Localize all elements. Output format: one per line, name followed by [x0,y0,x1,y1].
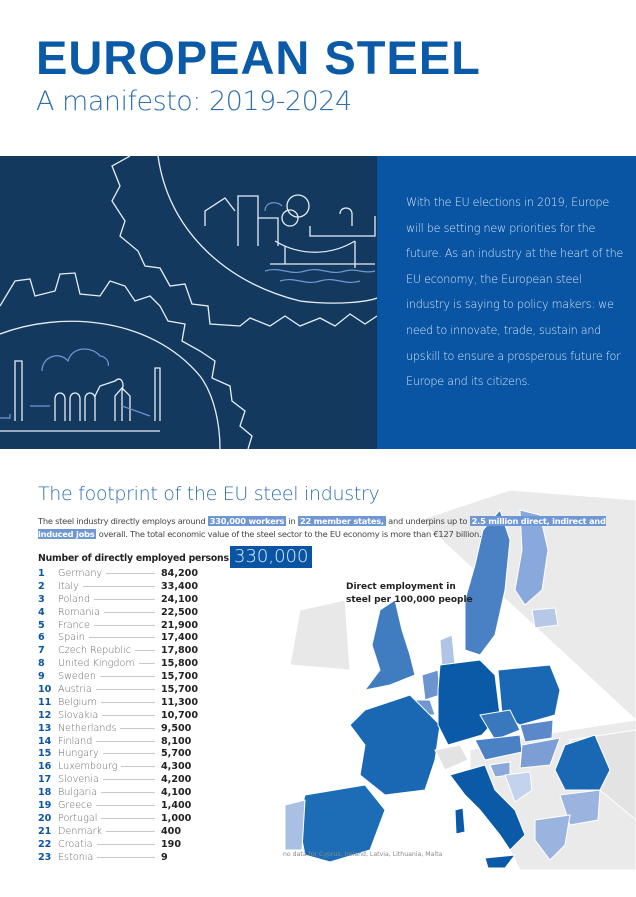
table-row [38,696,208,709]
table-row [38,786,208,799]
row-rank: 2 [38,580,45,592]
row-rank: 23 [38,851,52,863]
row-rank: 5 [38,619,45,631]
intro-paragraph [38,515,628,541]
water-waves-icon [280,280,360,283]
table-row [38,773,208,786]
gear-upper-teeth-icon [112,156,377,326]
table-row [38,747,208,760]
gears-industry-city-illustration [0,156,377,449]
row-value: 4,300 [161,761,192,773]
row-leader-line [97,844,156,845]
row-country: Hungary [58,748,99,760]
row-country: Croatia [58,838,93,850]
row-rank: 13 [38,722,52,734]
row-leader-line [96,805,155,806]
table-row [38,670,208,683]
row-value: 5,700 [161,748,192,760]
table-row [38,838,208,851]
hero-illustration [0,156,377,449]
map-legend-line: Direct employment in [346,582,456,592]
row-rank: 21 [38,825,52,837]
row-value: 4,200 [161,774,192,786]
row-leader-line [121,766,155,767]
gear-lower-icon [0,321,220,449]
row-value: 1,400 [161,799,192,811]
water-waves-icon [265,270,375,273]
table-row [38,631,208,644]
row-leader-line [83,586,155,587]
city-icon [205,196,375,246]
row-value: 15,700 [161,671,199,683]
row-country: United Kingdom [58,658,135,670]
row-country: Slovakia [58,709,99,721]
row-country: Estonia [58,851,94,863]
row-leader-line [120,728,155,729]
row-leader-line [106,573,155,574]
row-value: 400 [161,825,182,837]
row-value: 21,900 [161,619,199,631]
hero-paragraph: With the EU elections in 2019, Europe will be setting new priorities for the future. As an industry at the heart of the EU economy, the European steel industry is saying to policy makers: we need to innovate, trade, sustain and upskill to ensure a prosperous future for Europe and its citizens. [406,196,624,389]
row-rank: 4 [38,606,45,618]
highlight-workers: 330,000 workers [209,516,285,526]
row-country: Netherlands [58,722,117,734]
row-rank: 19 [38,799,52,811]
row-rank: 11 [38,696,52,708]
row-rank: 8 [38,658,45,670]
row-leader-line [139,663,155,664]
map-country-switzerland [435,745,468,770]
map-legend-title [346,581,473,606]
row-rank: 16 [38,761,52,773]
row-country: Poland [58,593,91,605]
row-rank: 1 [38,567,45,579]
row-value: 17,400 [161,632,199,644]
table-row [38,683,208,696]
table-row [38,851,208,864]
map-country-uk [365,600,415,690]
row-leader-line [96,689,155,690]
map-legend-line: steel per 100,000 people [346,594,473,605]
row-value: 15,700 [161,683,199,695]
row-country: Sweden [58,671,96,683]
row-value: 10,700 [161,709,199,721]
row-leader-line [135,650,155,651]
row-value: 24,100 [161,593,199,605]
row-leader-line [97,857,155,858]
bridge-icon [270,241,375,268]
map-island-sardinia [455,808,465,834]
row-leader-line [96,741,155,742]
row-rank: 12 [38,709,52,721]
row-value: 11,300 [161,696,199,708]
factory-icon [0,361,160,431]
section-title: The footprint of the EU steel industry [38,483,380,505]
table-row [38,619,208,632]
table-row [38,644,208,657]
row-leader-line [103,779,155,780]
row-rank: 20 [38,812,52,824]
row-leader-line [102,715,155,716]
row-rank: 3 [38,593,45,605]
intro-text: and underpins up to [385,516,470,526]
table-row [38,593,208,606]
total-employed-badge: 330,000 [230,546,312,568]
row-rank: 15 [38,748,52,760]
row-country: Belgium [58,696,97,708]
highlight-jobs: 2.5 million direct, indirect and induced jobs [38,516,606,539]
row-leader-line [106,831,155,832]
row-rank: 9 [38,671,45,683]
map-country-netherlands [422,670,440,700]
row-country: Finland [58,735,93,747]
row-country: Slovenia [58,774,99,786]
row-country: Austria [58,683,92,695]
europe-employment-map [270,490,636,870]
highlight-member-states: 22 member states, [299,516,384,526]
row-value: 8,100 [161,735,192,747]
row-country: Germany [58,567,103,579]
row-country: Romania [58,606,100,618]
gear-upper-icon [158,156,377,303]
table-row [38,580,208,593]
table-row [38,722,208,735]
row-rank: 18 [38,787,52,799]
intro-text: in [286,516,298,526]
map-footnote: no data for Cyprus, Ireland, Latvia, Lithuania, Malta [283,851,443,858]
row-value: 84,200 [161,567,199,579]
map-country-estonia [532,608,558,628]
row-value: 22,500 [161,606,199,618]
row-rank: 10 [38,683,52,695]
row-leader-line [104,612,155,613]
table-row [38,760,208,773]
row-leader-line [89,637,155,638]
cloud-icon [42,349,108,371]
row-rank: 17 [38,774,52,786]
row-value: 9 [161,851,168,863]
row-rank: 6 [38,632,45,644]
row-value: 190 [161,838,182,850]
row-country: Greece [58,799,93,811]
row-leader-line [94,625,155,626]
row-country: Spain [58,632,85,644]
map-island-sicily [485,855,515,868]
gear-lower-teeth-icon [0,273,252,449]
row-country: Italy [58,580,79,592]
row-country: France [58,619,90,631]
row-value: 9,500 [161,722,192,734]
row-country: Portugal [58,812,98,824]
table-row [38,709,208,722]
table-row [38,735,208,748]
table-row [38,812,208,825]
row-value: 33,400 [161,580,199,592]
row-rank: 7 [38,645,45,657]
page-subtitle: A manifesto: 2019-2024 [36,86,352,117]
row-leader-line [101,818,155,819]
row-value: 15,800 [161,658,199,670]
cloud-icon [265,203,282,211]
employment-table [38,567,208,863]
row-value: 17,800 [161,645,199,657]
row-rank: 22 [38,838,52,850]
row-country: Bulgaria [58,787,98,799]
table-row [38,825,208,838]
table-row [38,567,208,580]
row-leader-line [100,676,155,677]
table-row [38,799,208,812]
intro-text: The steel industry directly employs around [38,516,208,526]
map-region-nodata [290,600,350,670]
row-rank: 14 [38,735,52,747]
row-leader-line [101,792,155,793]
row-leader-line [94,599,155,600]
table-row [38,606,208,619]
row-country: Czech Republic [58,645,132,657]
row-value: 4,100 [161,787,192,799]
row-country: Luxembourg [58,761,118,773]
page-title: EUROPEAN STEEL [36,31,481,84]
row-country: Denmark [58,825,103,837]
row-leader-line [101,702,155,703]
row-value: 1,000 [161,812,192,824]
table-row [38,657,208,670]
intro-text: overall. The total economic value of the steel sector to the EU economy is more than €127 billion. [96,529,482,539]
table-title: Number of directly employed persons [38,553,229,564]
hero-text-panel [377,156,636,449]
map-country-portugal [285,800,305,850]
row-leader-line [103,753,155,754]
